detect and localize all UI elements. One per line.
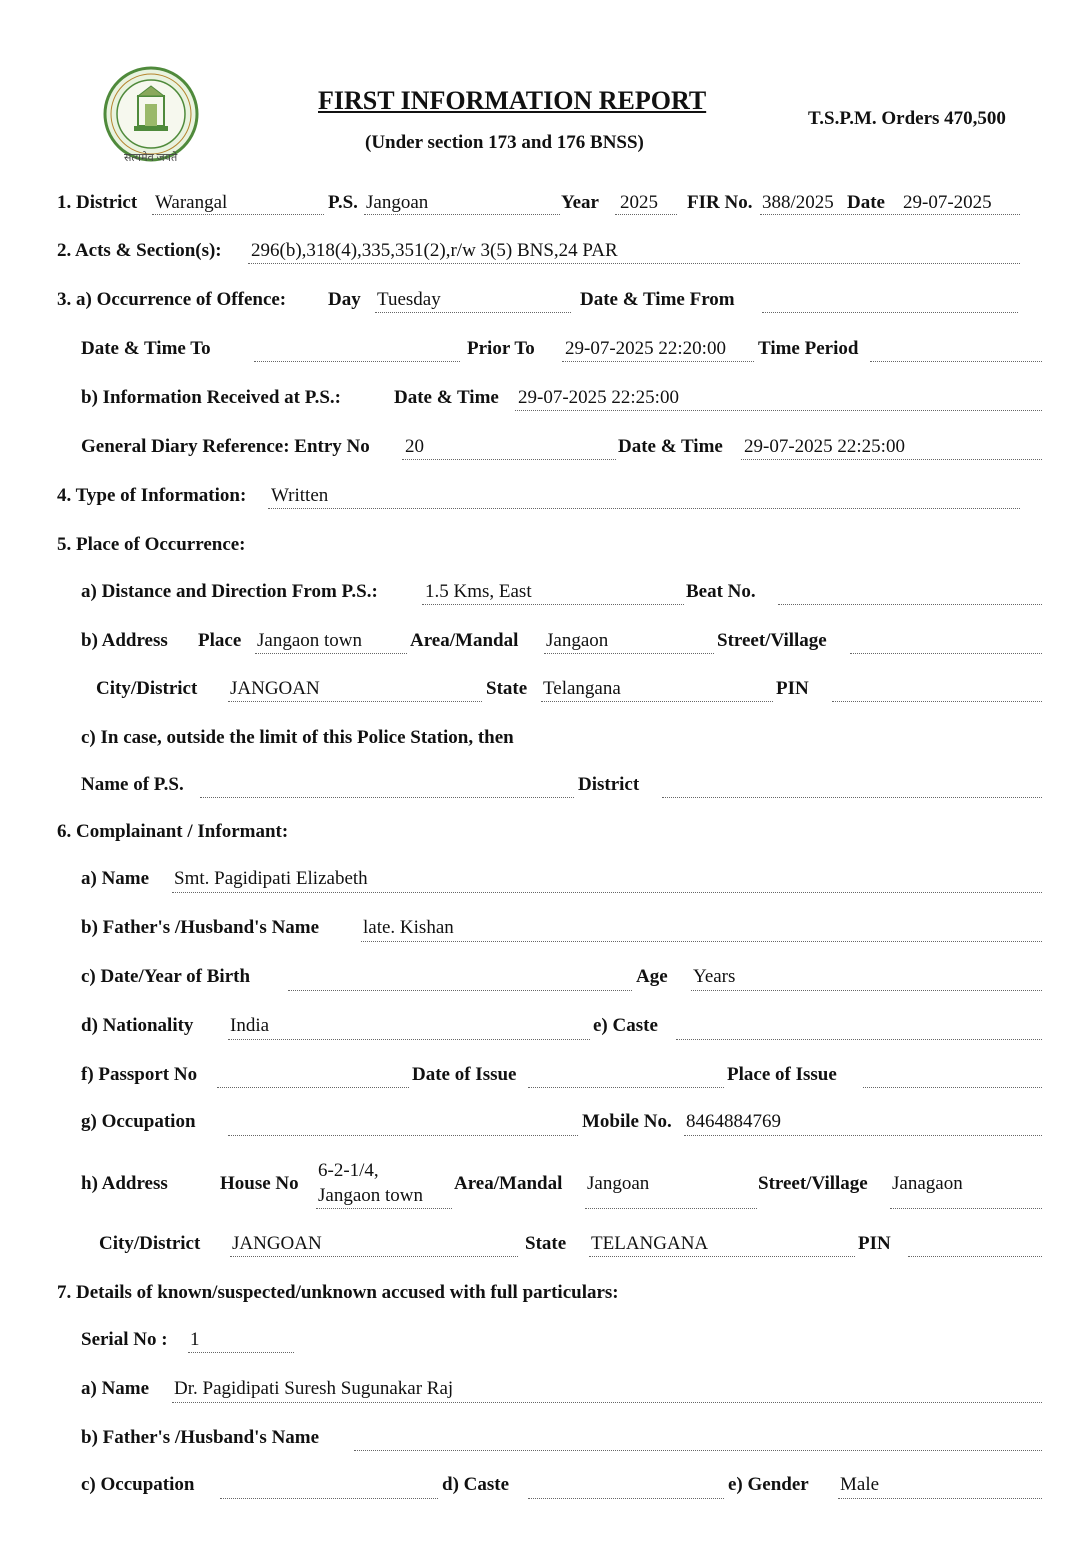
complainant-street-line	[890, 1208, 1042, 1209]
ps-label: P.S.	[328, 192, 358, 213]
gender-line	[838, 1498, 1042, 1499]
report-subtitle: (Under section 173 and 176 BNSS)	[365, 132, 644, 153]
mobile-line	[684, 1135, 1042, 1136]
age-line	[691, 990, 1042, 991]
city-line	[228, 701, 482, 702]
year-line	[615, 214, 677, 215]
area-value: Jangaon	[546, 630, 609, 651]
complainant-name-label: a) Name	[81, 868, 150, 889]
gender-value: Male	[840, 1474, 880, 1495]
complainant-street-value: Janagaon	[892, 1173, 963, 1194]
gd-dt-line	[741, 459, 1042, 460]
info-type-line	[268, 508, 1020, 509]
prior-line	[562, 361, 754, 362]
nationality-label: d) Nationality	[81, 1015, 194, 1036]
accused-caste-label: d) Caste	[442, 1474, 510, 1495]
accused-father-label: b) Father's /Husband's Name	[81, 1427, 320, 1448]
gd-entry-value: 20	[405, 436, 424, 457]
house-label: House No	[220, 1173, 299, 1194]
caste-label: e) Caste	[593, 1015, 658, 1036]
outside-district-line	[662, 797, 1042, 798]
complainant-street-label: Street/Village	[758, 1173, 868, 1194]
tspm-orders: T.S.P.M. Orders 470,500	[808, 108, 1006, 129]
accused-name-label: a) Name	[81, 1378, 150, 1399]
seal-motto: सत्यमेव जयते	[124, 152, 178, 164]
to-line	[254, 361, 460, 362]
complainant-area-line	[585, 1208, 757, 1209]
area-label: Area/Mandal	[410, 630, 519, 651]
complainant-area-value: Jangoan	[587, 1173, 650, 1194]
city-label: City/District	[96, 678, 198, 699]
serial-label: Serial No :	[81, 1329, 168, 1350]
report-title: FIRST INFORMATION REPORT	[318, 86, 707, 115]
info-dt-label: Date & Time	[394, 387, 499, 408]
house-value-line2: Jangaon town	[318, 1185, 424, 1206]
mobile-value: 8464884769	[686, 1111, 781, 1132]
issue-date-line	[528, 1087, 724, 1088]
issue-place-label: Place of Issue	[727, 1064, 837, 1085]
to-label: Date & Time To	[81, 338, 211, 359]
complainant-pin-line	[908, 1256, 1042, 1257]
dob-label: c) Date/Year of Birth	[81, 966, 251, 987]
passport-line	[217, 1087, 409, 1088]
period-line	[870, 361, 1042, 362]
place-line	[255, 653, 407, 654]
info-dt-line	[515, 410, 1042, 411]
accused-occupation-label: c) Occupation	[81, 1474, 195, 1495]
gd-entry-line	[402, 459, 616, 460]
occurrence-label: 3. a) Occurrence of Offence:	[57, 289, 287, 310]
complainant-state-line	[589, 1256, 855, 1257]
day-label: Day	[328, 289, 361, 310]
street-label: Street/Village	[717, 630, 827, 651]
gd-label: General Diary Reference: Entry No	[81, 436, 370, 457]
city-value: JANGOAN	[230, 678, 320, 699]
issue-date-label: Date of Issue	[412, 1064, 517, 1085]
place-address-label: b) Address	[81, 630, 168, 651]
ps-name-line	[200, 797, 574, 798]
place-label: Place	[198, 630, 242, 651]
fir-label: FIR No.	[687, 192, 753, 213]
passport-label: f) Passport No	[81, 1064, 198, 1085]
place-occurrence-label: 5. Place of Occurrence:	[57, 534, 246, 555]
district-line	[152, 214, 324, 215]
serial-line	[188, 1352, 294, 1353]
complainant-pin-label: PIN	[858, 1233, 891, 1254]
complainant-label: 6. Complainant / Informant:	[57, 821, 289, 842]
beat-line	[778, 604, 1042, 605]
day-value: Tuesday	[377, 289, 441, 310]
acts-label: 2. Acts & Section(s):	[57, 240, 222, 261]
accused-name-line	[172, 1402, 1042, 1403]
fir-date-line	[760, 214, 1020, 215]
outside-limit-label: c) In case, outside the limit of this Police Station, then	[81, 727, 514, 748]
complainant-address-label: h) Address	[81, 1173, 168, 1194]
complainant-city-value: JANGOAN	[232, 1233, 322, 1254]
from-label: Date & Time From	[580, 289, 735, 310]
caste-line	[676, 1039, 1042, 1040]
age-value: Years	[693, 966, 736, 987]
beat-label: Beat No.	[686, 581, 756, 602]
dob-line	[288, 990, 632, 991]
district-value: Warangal	[155, 192, 228, 213]
gd-dt-label: Date & Time	[618, 436, 723, 457]
info-received-label: b) Information Received at P.S.:	[81, 387, 341, 408]
ps-value: Jangoan	[366, 192, 429, 213]
occupation-line	[228, 1135, 578, 1136]
fir-value: 388/2025	[762, 192, 834, 213]
state-line	[541, 701, 773, 702]
accused-caste-line	[528, 1498, 724, 1499]
outside-district-label: District	[578, 774, 640, 795]
complainant-area-label: Area/Mandal	[454, 1173, 563, 1194]
serial-value: 1	[190, 1329, 200, 1350]
accused-occupation-line	[220, 1498, 438, 1499]
year-value: 2025	[620, 192, 658, 213]
ps-name-label: Name of P.S.	[81, 774, 184, 795]
info-dt-value: 29-07-2025 22:25:00	[518, 387, 679, 408]
info-type-value: Written	[271, 485, 329, 506]
pin-line	[832, 701, 1042, 702]
house-line	[316, 1208, 452, 1209]
accused-father-line	[354, 1450, 1042, 1451]
acts-value: 296(b),318(4),335,351(2),r/w 3(5) BNS,24 PAR	[251, 240, 618, 261]
distance-label: a) Distance and Direction From P.S.:	[81, 581, 378, 602]
date-label: Date	[847, 192, 885, 213]
complainant-father-label: b) Father's /Husband's Name	[81, 917, 320, 938]
day-line	[375, 312, 571, 313]
date-value: 29-07-2025	[903, 192, 992, 213]
nationality-value: India	[230, 1015, 270, 1036]
place-value: Jangaon town	[257, 630, 363, 651]
accused-label: 7. Details of known/suspected/unknown accused with full particulars:	[57, 1282, 619, 1303]
period-label: Time Period	[758, 338, 859, 359]
state-label: State	[486, 678, 528, 699]
prior-label: Prior To	[467, 338, 535, 359]
complainant-father-value: late. Kishan	[363, 917, 454, 938]
info-type-label: 4. Type of Information:	[57, 485, 247, 506]
complainant-city-line	[230, 1256, 518, 1257]
state-value: Telangana	[543, 678, 621, 699]
pin-label: PIN	[776, 678, 809, 699]
complainant-name-line	[172, 892, 1042, 893]
prior-value: 29-07-2025 22:20:00	[565, 338, 726, 359]
distance-line	[422, 604, 684, 605]
district-label: 1. District	[57, 192, 138, 213]
complainant-state-label: State	[525, 1233, 567, 1254]
year-label: Year	[561, 192, 599, 213]
gd-dt-value: 29-07-2025 22:25:00	[744, 436, 905, 457]
acts-line	[248, 263, 1020, 264]
house-value-line1: 6-2-1/4,	[318, 1160, 379, 1181]
gender-label: e) Gender	[728, 1474, 809, 1495]
street-line	[850, 653, 1042, 654]
area-line	[544, 653, 714, 654]
mobile-label: Mobile No.	[582, 1111, 672, 1132]
complainant-state-value: TELANGANA	[591, 1233, 709, 1254]
nationality-line	[228, 1039, 590, 1040]
complainant-city-label: City/District	[99, 1233, 201, 1254]
issue-place-line	[863, 1087, 1042, 1088]
ps-line	[364, 214, 560, 215]
occupation-label: g) Occupation	[81, 1111, 196, 1132]
from-line	[762, 312, 1018, 313]
complainant-father-line	[361, 941, 1042, 942]
age-label: Age	[636, 966, 668, 987]
accused-name-value: Dr. Pagidipati Suresh Sugunakar Raj	[174, 1378, 454, 1399]
complainant-name-value: Smt. Pagidipati Elizabeth	[174, 868, 368, 889]
distance-value: 1.5 Kms, East	[425, 581, 532, 602]
